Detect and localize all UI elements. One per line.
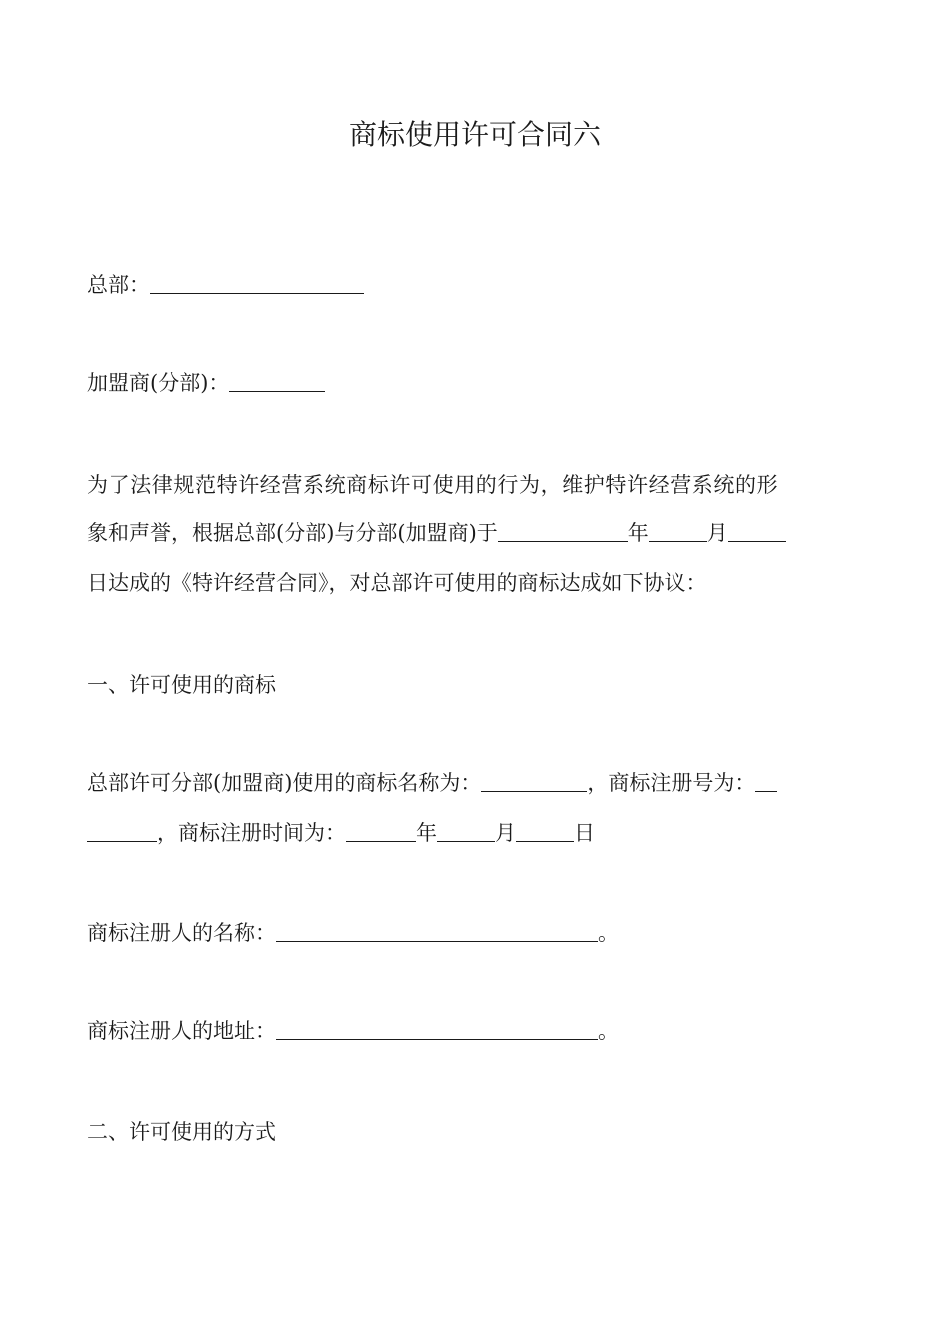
franchisee-blank[interactable]: [229, 371, 325, 392]
registration-date-label: ，商标注册时间为：: [157, 821, 346, 845]
month-label: 月: [706, 521, 728, 545]
registration-number-label: ，商标注册号为：: [587, 771, 756, 795]
trademark-name-blank[interactable]: [481, 771, 587, 792]
registrant-address-label: 商标注册人的地址：: [87, 1019, 276, 1043]
registrant-address-blank[interactable]: [276, 1019, 598, 1040]
agreement-month-blank[interactable]: [649, 521, 707, 542]
registrant-name-blank[interactable]: [276, 921, 598, 942]
hq-line: [87, 270, 867, 300]
section-1-heading: 一、许可使用的商标: [87, 673, 276, 697]
registration-day-label: 日: [574, 821, 595, 845]
hq-label: 总部：: [87, 273, 150, 297]
registrant-address-period: 。: [598, 1019, 619, 1043]
trademark-name-line: [87, 768, 867, 798]
preamble-line-2: [87, 518, 867, 548]
preamble-line-1: 为了法律规范特许经营系统商标许可使用的行为，维护特许经营系统的形: [87, 473, 779, 497]
registrant-address-line: [87, 1016, 867, 1046]
year-label: 年: [627, 521, 649, 545]
agreement-day-blank[interactable]: [728, 521, 786, 542]
registration-number-blank-end[interactable]: [87, 821, 157, 842]
preamble-text: 象和声誉，根据总部(分部)与分部(加盟商)于: [87, 521, 498, 545]
registrant-name-line: [87, 918, 867, 948]
agreement-year-blank[interactable]: [498, 521, 628, 542]
franchisee-label: 加盟商(分部)：: [87, 371, 230, 395]
registration-year-label: 年: [416, 821, 437, 845]
hq-blank[interactable]: [150, 273, 364, 294]
registration-date-line: [87, 818, 867, 848]
registration-day-blank[interactable]: [516, 821, 574, 842]
registrant-name-label: 商标注册人的名称：: [87, 921, 276, 945]
section-2-heading: 二、许可使用的方式: [87, 1120, 276, 1144]
franchisee-line: [87, 368, 867, 398]
registration-month-blank[interactable]: [437, 821, 495, 842]
preamble-line-3: 日达成的《特许经营合同》，对总部许可使用的商标达成如下协议：: [87, 571, 707, 595]
registration-month-label: 月: [495, 821, 516, 845]
registrant-name-period: 。: [598, 921, 619, 945]
trademark-name-label: 总部许可分部(加盟商)使用的商标名称为：: [87, 771, 482, 795]
document-title: 商标使用许可合同六: [348, 118, 601, 151]
registration-number-blank-start[interactable]: [755, 771, 777, 792]
registration-year-blank[interactable]: [346, 821, 416, 842]
